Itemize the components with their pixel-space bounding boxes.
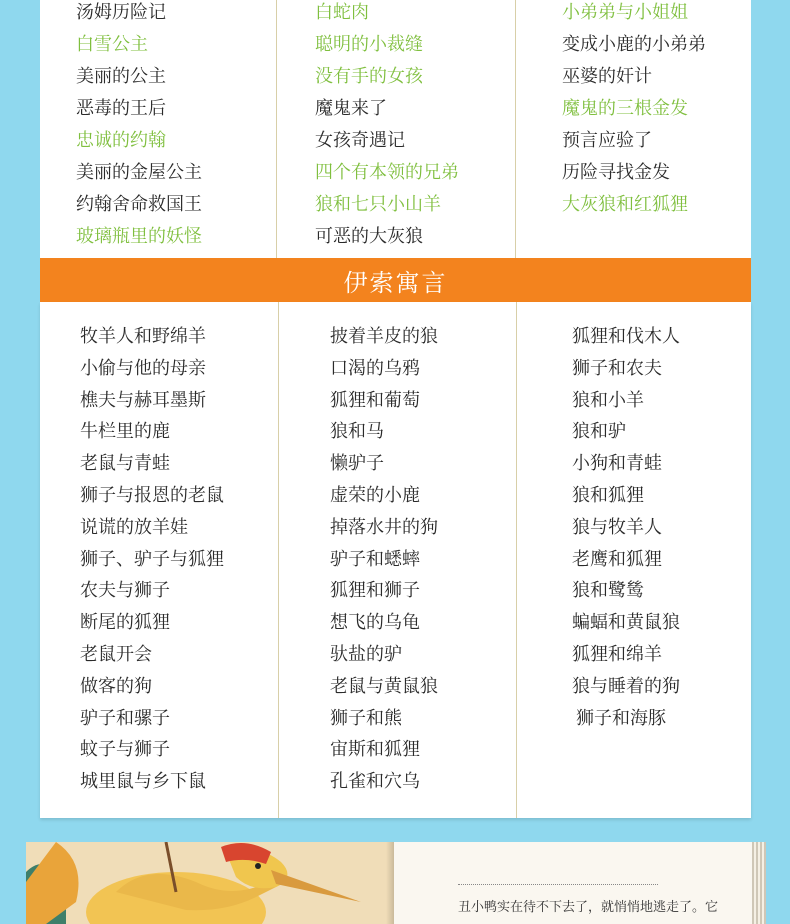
fable-title: 虚荣的小鹿 bbox=[330, 485, 420, 506]
fable-title: 蝙蝠和黄鼠狼 bbox=[572, 612, 680, 633]
fable-title: 驮盐的驴 bbox=[330, 644, 402, 665]
top-story-title: 美丽的金屋公主 bbox=[76, 162, 202, 183]
fable-title: 狼和狐狸 bbox=[572, 485, 644, 506]
top-title-card bbox=[40, 0, 751, 258]
fable-title: 孔雀和穴乌 bbox=[330, 771, 420, 792]
top-story-title: 狼和七只小山羊 bbox=[315, 194, 441, 215]
fable-title: 做客的狗 bbox=[80, 676, 152, 697]
fable-title: 宙斯和狐狸 bbox=[330, 739, 420, 760]
top-story-title: 女孩奇遇记 bbox=[315, 130, 405, 151]
banner-title: 伊索寓言 bbox=[343, 268, 448, 297]
fable-title: 老鼠开会 bbox=[80, 644, 152, 665]
fable-title: 城里鼠与乡下鼠 bbox=[80, 771, 206, 792]
fable-title: 狮子和海豚 bbox=[576, 708, 666, 729]
top-story-title: 变成小鹿的小弟弟 bbox=[562, 34, 706, 55]
book-right-page bbox=[394, 842, 766, 924]
book-preview-image bbox=[26, 842, 766, 924]
fable-title: 狼和驴 bbox=[572, 421, 626, 442]
fable-title: 口渴的乌鸦 bbox=[330, 358, 420, 379]
fable-title: 披着羊皮的狼 bbox=[330, 326, 438, 347]
top-story-title: 魔鬼的三根金发 bbox=[562, 98, 688, 119]
book-text-line: 丑小鸭实在待不下去了，就悄悄地逃走了。它 bbox=[458, 900, 719, 915]
fable-title: 狼和小羊 bbox=[572, 390, 644, 411]
fable-title: 老鼠与青蛙 bbox=[80, 453, 170, 474]
top-story-title: 预言应验了 bbox=[562, 130, 652, 151]
book-left-page-illustration bbox=[26, 842, 394, 924]
top-story-title: 魔鬼来了 bbox=[315, 98, 387, 119]
top-story-title: 小弟弟与小姐姐 bbox=[562, 2, 688, 23]
top-story-title: 美丽的公主 bbox=[76, 66, 166, 87]
fable-title: 樵夫与赫耳墨斯 bbox=[80, 390, 206, 411]
top-story-title: 大灰狼和红狐狸 bbox=[562, 194, 688, 215]
top-story-title: 聪明的小裁缝 bbox=[315, 34, 423, 55]
column-divider bbox=[278, 302, 279, 818]
fable-title: 狐狸和伐木人 bbox=[572, 326, 680, 347]
text-line-faint bbox=[458, 884, 658, 891]
top-story-title: 汤姆历险记 bbox=[76, 2, 166, 23]
fable-title: 驴子和蟋蟀 bbox=[330, 549, 420, 570]
top-story-title: 白雪公主 bbox=[76, 34, 148, 55]
fable-title: 老鼠与黄鼠狼 bbox=[330, 676, 438, 697]
fable-title: 小偷与他的母亲 bbox=[80, 358, 206, 379]
fable-title: 农夫与狮子 bbox=[80, 580, 170, 601]
fable-title: 狮子、驴子与狐狸 bbox=[80, 549, 224, 570]
top-story-title: 玻璃瓶里的妖怪 bbox=[76, 226, 202, 247]
fable-title: 狼与牧羊人 bbox=[572, 517, 662, 538]
fable-title: 掉落水井的狗 bbox=[330, 517, 438, 538]
fable-title: 懒驴子 bbox=[330, 453, 384, 474]
top-story-title: 忠诚的约翰 bbox=[76, 130, 166, 151]
section-banner bbox=[40, 258, 751, 302]
fable-title: 牧羊人和野绵羊 bbox=[80, 326, 206, 347]
column-divider bbox=[516, 302, 517, 818]
fable-title: 想飞的乌龟 bbox=[330, 612, 420, 633]
fable-title: 狮子与报恩的老鼠 bbox=[80, 485, 224, 506]
top-story-title: 恶毒的王后 bbox=[76, 98, 166, 119]
aesop-fables-card bbox=[40, 302, 751, 818]
fable-title: 牛栏里的鹿 bbox=[80, 421, 170, 442]
top-story-title: 历险寻找金发 bbox=[562, 162, 670, 183]
fable-title: 狐狸和葡萄 bbox=[330, 390, 420, 411]
duck-illustration bbox=[26, 842, 394, 924]
top-story-title: 没有手的女孩 bbox=[315, 66, 423, 87]
top-story-title: 约翰舍命救国王 bbox=[76, 194, 202, 215]
fable-title: 小狗和青蛙 bbox=[572, 453, 662, 474]
top-story-title: 四个有本领的兄弟 bbox=[315, 162, 459, 183]
column-divider bbox=[276, 0, 277, 258]
fable-title: 断尾的狐狸 bbox=[80, 612, 170, 633]
fable-title: 狐狸和绵羊 bbox=[572, 644, 662, 665]
fable-title: 狼和鹭鸶 bbox=[572, 580, 644, 601]
fable-title: 蚊子与狮子 bbox=[80, 739, 170, 760]
top-story-title: 巫婆的奸计 bbox=[562, 66, 652, 87]
fable-title: 狼与睡着的狗 bbox=[572, 676, 680, 697]
column-divider bbox=[515, 0, 516, 258]
fable-title: 狼和马 bbox=[330, 421, 384, 442]
top-story-title: 可恶的大灰狼 bbox=[315, 226, 423, 247]
fable-title: 老鹰和狐狸 bbox=[572, 549, 662, 570]
fable-title: 狮子和熊 bbox=[330, 708, 402, 729]
fable-title: 狐狸和狮子 bbox=[330, 580, 420, 601]
fable-title: 说谎的放羊娃 bbox=[80, 517, 188, 538]
top-story-title: 白蛇肉 bbox=[315, 2, 369, 23]
fable-title: 狮子和农夫 bbox=[572, 358, 662, 379]
book-page-edges bbox=[752, 842, 766, 924]
fable-title: 驴子和骡子 bbox=[80, 708, 170, 729]
